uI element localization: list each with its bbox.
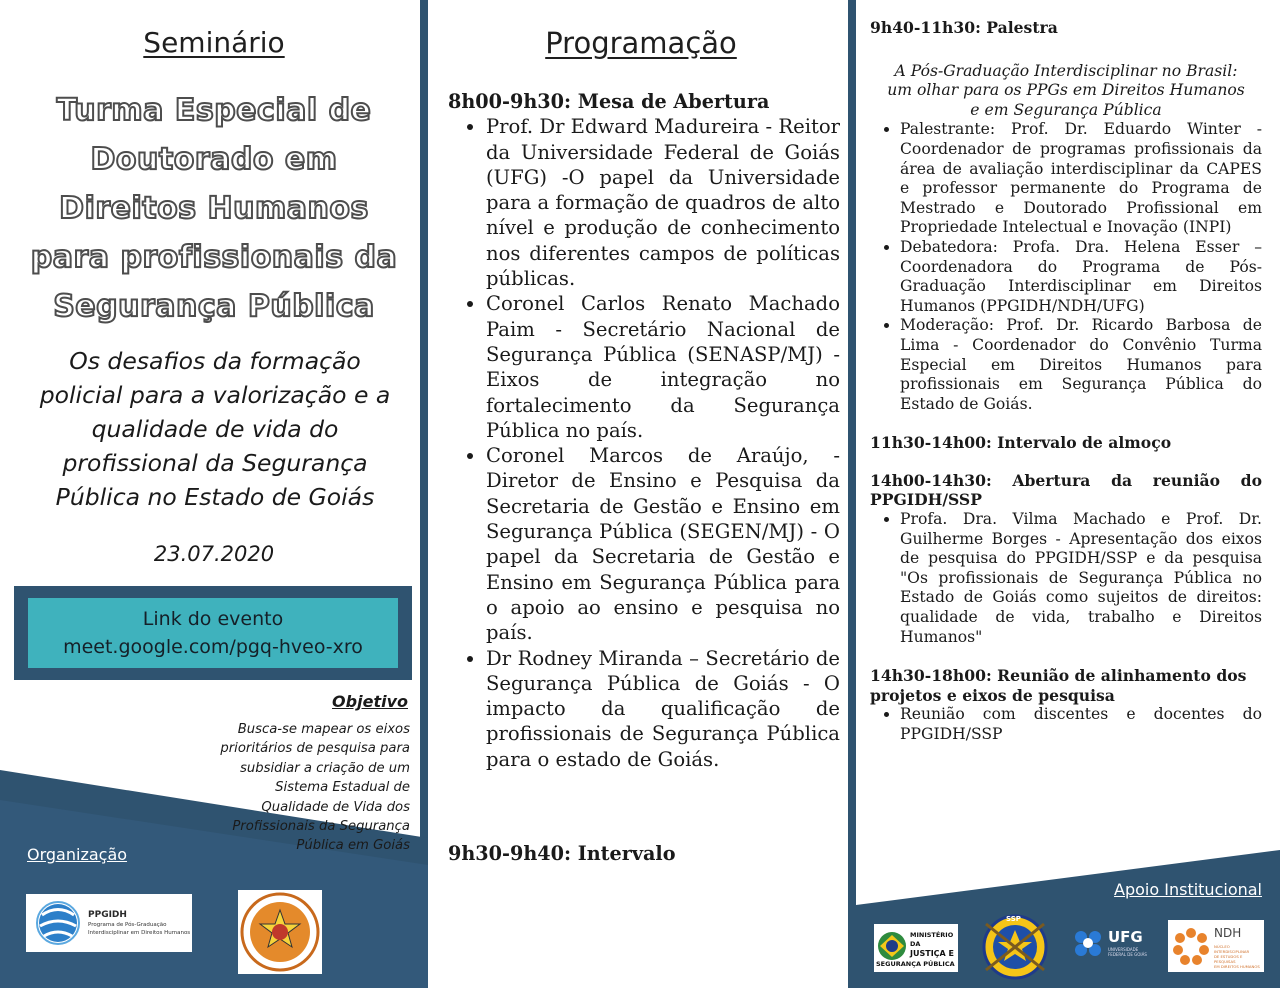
session-opening-title: 8h00-9h30: Mesa de Abertura xyxy=(448,90,770,113)
event-subtitle: Os desafios da formação policial para a valorização e a qualidade de vida do profissional da Segurança Pública no Estado de Goiás xyxy=(39,347,391,511)
ndh-flower-icon xyxy=(1171,925,1211,967)
list-item: • Moderação: Prof. Dr. Ricardo Barbosa de Lima - Coordenador do Convênio Turma Especial em Direitos Humanos para profissionais em Segurança Pública do Estado de Goiás. xyxy=(900,316,1262,414)
event-title: Turma Especial de Doutorado em Direitos Humanos para profissionais da Segurança Pública xyxy=(30,93,398,324)
support-label: Apoio Institucional xyxy=(1114,880,1262,899)
ndh-logo: NDH NÚCLEO INTERDISCIPLINAR DE ESTUDOS E PESQUISAS EM DIREITOS HUMANOS xyxy=(1168,920,1264,972)
alignment-list xyxy=(870,705,1262,744)
ufg-logo: UFG UNIVERSIDADE FEDERAL DE GOIÁS xyxy=(1072,926,1154,960)
brazil-flag-icon xyxy=(877,931,907,961)
pm-badge-icon xyxy=(238,890,322,974)
program-afternoon xyxy=(870,18,1262,745)
mj-logo: MINISTÉRIO DA JUSTIÇA E SEGURANÇA PÚBLICA xyxy=(874,924,958,972)
list-item: • Reunião com discentes e docentes do PPGIDH/SSP xyxy=(900,705,1262,744)
session-lecture-title: 9h40-11h30: Palestra xyxy=(870,18,1058,37)
session-lunch-title: 11h30-14h00: Intervalo de almoço xyxy=(870,433,1172,453)
ppgidh-logo: PPGIDH Programa de Pós-Graduação Interdisciplinar em Direitos Humanos xyxy=(26,894,192,952)
lecture-participants-list xyxy=(870,120,1262,414)
ufg-dots-icon xyxy=(1072,928,1106,958)
objective-text: Busca-se mapear os eixos prioritários de pesquisa para subsidiar a criação de um Sistema Estadual de Qualidade de Vida dos Profissionais da Segurança Pública em Goiás xyxy=(220,722,410,854)
list-item: • Dr Rodney Miranda – Secretário de Segurança Pública de Goiás - O impacto da qualificação de profissionais de Segurança Pública para o estado de Goiás. xyxy=(486,646,840,772)
session-break-title: 9h30-9h40: Intervalo xyxy=(448,842,676,865)
list-item: • Coronel Carlos Renato Machado Paim - Secretário Nacional de Segurança Pública (SENASP/MJ) - Eixos de integração no fortalecimento da Segurança Pública no país. xyxy=(486,291,840,443)
list-item: • Palestrante: Prof. Dr. Eduardo Winter - Coordenador de programas profissionais da área de avaliação interdisciplinar da CAPES e professor permanente do Programa de Mestrado e Doutorado Profissional em Propriedade Intelectual e Inovação (INPI) xyxy=(900,120,1262,238)
link-url[interactable]: meet.google.com/pgq-hveo-xro xyxy=(63,636,363,658)
session-meeting-open-title: 14h00-14h30: Abertura da reunião do PPGIDH/SSP xyxy=(870,470,1262,510)
link-label: Link do evento xyxy=(142,608,284,630)
organization-label: Organização xyxy=(27,845,128,864)
policia-militar-logo xyxy=(238,890,322,974)
program-heading: Programação xyxy=(545,26,737,60)
seminar-heading: Seminário xyxy=(143,26,285,59)
ssp-logo: SSP xyxy=(978,912,1052,982)
event-date: 23.07.2020 xyxy=(153,542,275,566)
list-item: • Profa. Dra. Vilma Machado e Prof. Dr. Guilherme Borges - Apresentação dos eixos de pesquisa do PPGIDH/SSP e da pesquisa "Os profissionais de Segurança Pública no Estado de Goiás como sujeitos de direitos: qualidade de vida, trabalho e Direitos Humanos" xyxy=(900,510,1262,647)
event-link-box[interactable] xyxy=(28,598,398,668)
ppgidh-globe-icon xyxy=(34,900,82,946)
list-item: • Coronel Marcos de Araújo, - Diretor de Ensino e Pesquisa da Secretaria de Gestão e Ensino em Segurança Pública (SEGEN/MJ) - O papel da Secretaria de Gestão e Ensino em Segurança Pública para o apoio ao ensino e pesquisa no país. xyxy=(486,443,840,645)
list-item: • Debatedora: Profa. Dra. Helena Esser – Coordenadora do Programa de Pós-Graduação Interdisciplinar em Direitos Humanos (PPGIDH/NDH/UFG) xyxy=(900,238,1262,316)
meeting-open-list xyxy=(870,510,1262,647)
list-item: • Prof. Dr Edward Madureira - Reitor da Universidade Federal de Goiás (UFG) -O papel da Universidade para a formação de quadros de alto nível e produção de conhecimento nos diferentes campos de políticas públicas. xyxy=(486,114,840,291)
lecture-topic: A Pós-Graduação Interdisciplinar no Brasil: um olhar para os PPGs em Direitos Humanos e em Segurança Pública xyxy=(887,61,1245,119)
program-morning xyxy=(448,89,841,865)
objective-title: Objetivo xyxy=(332,692,408,711)
opening-speakers-list xyxy=(448,114,840,772)
session-alignment-title: 14h30-18h00: Reunião de alinhamento dos projetos e eixos de pesquisa xyxy=(870,666,1247,705)
